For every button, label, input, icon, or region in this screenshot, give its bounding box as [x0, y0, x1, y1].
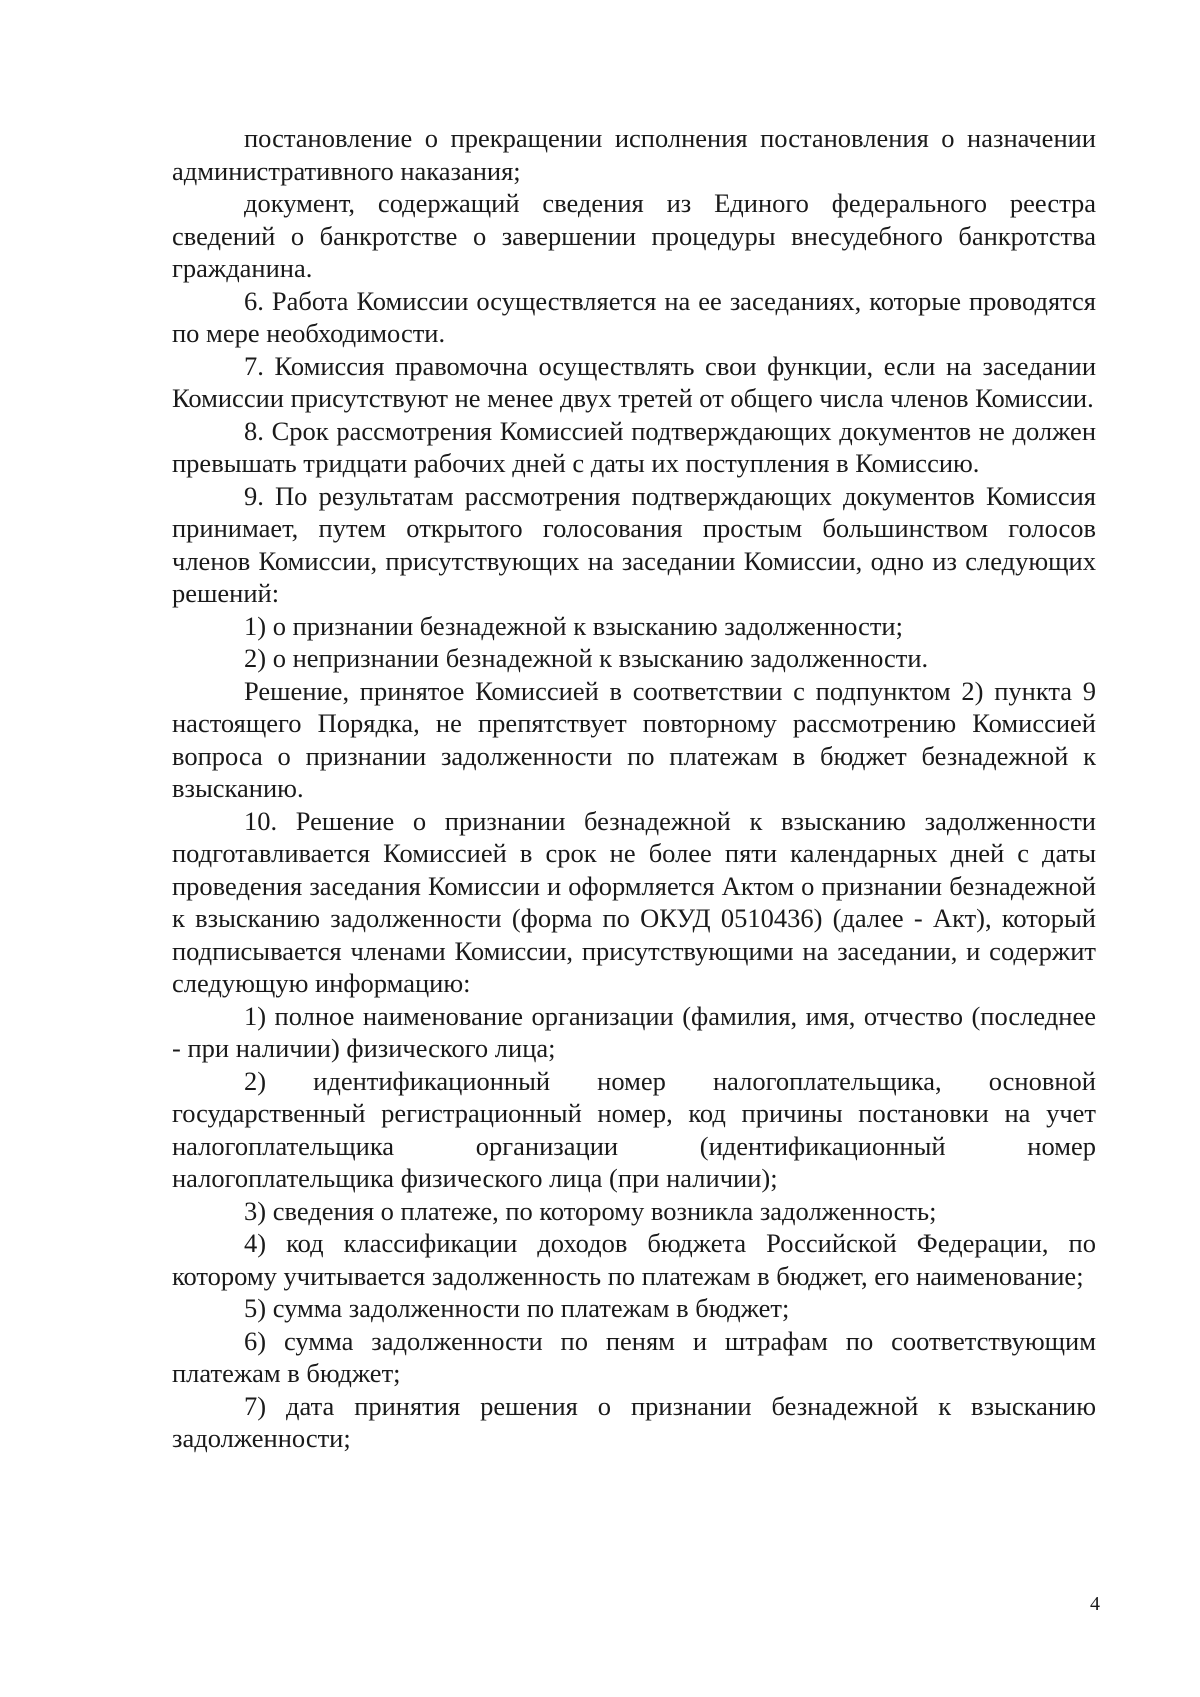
paragraph-repeat-review: Решение, принятое Комиссией в соответствии с подпунктом 2) пункта 9 настоящего Порядка, не препятствует повторному рассмотрению Комиссией вопроса о признании задолженности по платежам в бюджет безнадежной к взысканию.	[172, 675, 1096, 803]
paragraph-bankruptcy-registry-document: документ, содержащий сведения из Единого федерального реестра сведений о банкротстве о завершении процедуры внесудебного банкротства гражданина.	[172, 188, 1096, 283]
page-number: 4	[1090, 1593, 1100, 1615]
paragraph-decision-1: 1) о признании безнадежной к взысканию задолженности;	[244, 610, 903, 641]
paragraph-act-info-5: 5) сумма задолженности по платежам в бюджет;	[244, 1293, 790, 1323]
paragraph-act-info-4: 4) код классификации доходов бюджета Российской Федерации, по которому учитывается задолженность по платежам в бюджет, его наименование;	[172, 1228, 1096, 1291]
document-body	[172, 122, 1096, 1455]
paragraph-act-info-2: 2) идентификационный номер налогоплательщика, основной государственный регистрационный номер, код причины постановки на учет налогоплательщика организации (идентификационный номер налогоплательщика физического лица (при наличии);	[172, 1065, 1096, 1193]
paragraph-item-10: 10. Решение о признании безнадежной к взысканию задолженности подготавливается Комиссией в срок не более пяти календарных дней с даты проведения заседания Комиссии и оформляется Актом о признании безнадежной к взысканию задолженности (форма по ОКУД 0510436) (далее - Акт), который подписывается членами Комиссии, присутствующими на заседании, и содержит следующую информацию:	[172, 805, 1096, 998]
paragraph-act-info-7: 7) дата принятия решения о признании безнадежной к взысканию задолженности;	[172, 1390, 1096, 1453]
paragraph-item-9: 9. По результатам рассмотрения подтверждающих документов Комиссия принимает, путем открытого голосования простым большинством голосов членов Комиссии, присутствующих на заседании Комиссии, одно из следующих решений:	[172, 480, 1096, 608]
paragraph-decision-2: 2) о непризнании безнадежной к взысканию задолженности.	[244, 643, 929, 673]
paragraph-item-8: 8. Срок рассмотрения Комиссией подтверждающих документов не должен превышать тридцати рабочих дней с даты их поступления в Комиссию.	[172, 415, 1096, 478]
paragraph-item-7: 7. Комиссия правомочна осуществлять свои функции, если на заседании Комиссии присутствуют не менее двух третей от общего числа членов Комиссии.	[172, 350, 1096, 413]
paragraph-act-info-3: 3) сведения о платеже, по которому возникла задолженность;	[244, 1195, 937, 1226]
paragraph-act-info-6: 6) сумма задолженности по пеням и штрафам по соответствующим платежам в бюджет;	[172, 1325, 1096, 1388]
paragraph-item-6: 6. Работа Комиссии осуществляется на ее заседаниях, которые проводятся по мере необходимости.	[172, 285, 1096, 348]
paragraph-act-info-1: 1) полное наименование организации (фамилия, имя, отчество (последнее - при наличии) физического лица;	[172, 1000, 1096, 1063]
paragraph-termination-resolution: постановление о прекращении исполнения постановления о назначении административного наказания;	[172, 123, 1096, 186]
